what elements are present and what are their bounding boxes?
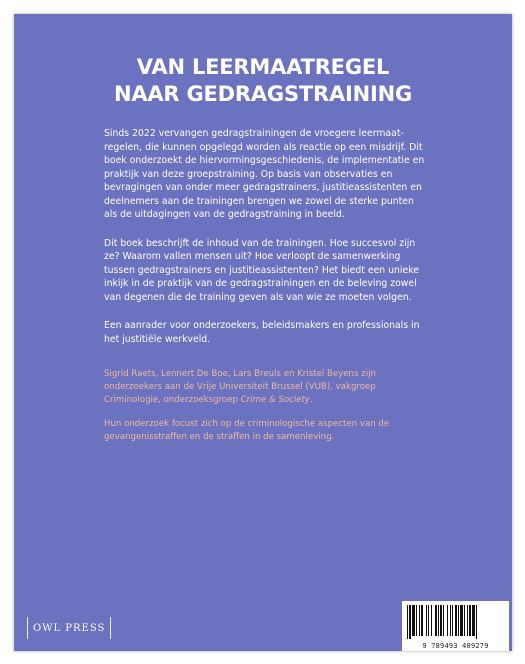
blurb-paragraph-1: Sinds 2022 vervangen gedragstrainingen de vroegere leermaat-regelen, die kunnen opgelegd worden als reactie op een misdrijf. Dit boek onderzoekt de hiervormingsgeschiedenis, de implementatie en praktijk van deze groepstraining. Op basis van observaties en bevragingen van onder meer gedragstrainers, justitieassistenten en deelnemers aan de trainingen brengen we zowel de sterke punten als de uitdagingen van de gedragstraining in beeld. bbox=[104, 128, 425, 220]
author-bio-text: Sigrid Raets, Lennert De Boe, Lars Breuls en Kristel Beyens zijn onderzoekers aan de Vrije Universiteit Brussel (VUB), vakgroep Criminologie, onderzoeksgroep bbox=[104, 369, 376, 405]
title-line-1: VAN LEERMAATREGEL bbox=[136, 55, 390, 79]
blurb bbox=[104, 127, 426, 361]
barcode-icon bbox=[407, 605, 504, 639]
back-cover bbox=[14, 14, 512, 651]
author-bio-paragraph bbox=[104, 368, 426, 407]
blurb-paragraph-3: Een aanrader voor onderzoekers, beleidsmakers en professionals in het justitiële werkveld. bbox=[104, 320, 420, 345]
publisher-logo bbox=[27, 617, 111, 639]
isbn-number: 9 789493 409279 bbox=[422, 642, 489, 650]
author-bio-end: . bbox=[309, 395, 313, 405]
isbn-barcode bbox=[402, 601, 509, 651]
publisher-divider-right bbox=[110, 617, 111, 639]
author-bio bbox=[104, 368, 426, 455]
research-group-name: Crime & Society bbox=[240, 395, 310, 405]
publisher-name: OWL PRESS bbox=[33, 622, 106, 634]
title-line-2: NAAR GEDRAGSTRAINING bbox=[113, 82, 413, 106]
blurb-paragraph-2: Dit boek beschrijft de inhoud van de trainingen. Hoe succesvol zijn ze? Waarom vallen mensen uit? Hoe verloopt de samenwerking tussen gedragstrainers en justitieassistenten? Het biedt een unieke inkijk in de praktijk van de gedragstrainingen en de beleving zowel van degenen die de training geven als van wie ze moeten volgen. bbox=[104, 237, 419, 303]
publisher-divider-left bbox=[27, 617, 28, 639]
book-title bbox=[14, 54, 512, 108]
research-focus-paragraph: Hun onderzoek focust zich op de criminologische aspecten van de gevangenisstraffen en de straffen in de samenleving. bbox=[104, 419, 390, 442]
